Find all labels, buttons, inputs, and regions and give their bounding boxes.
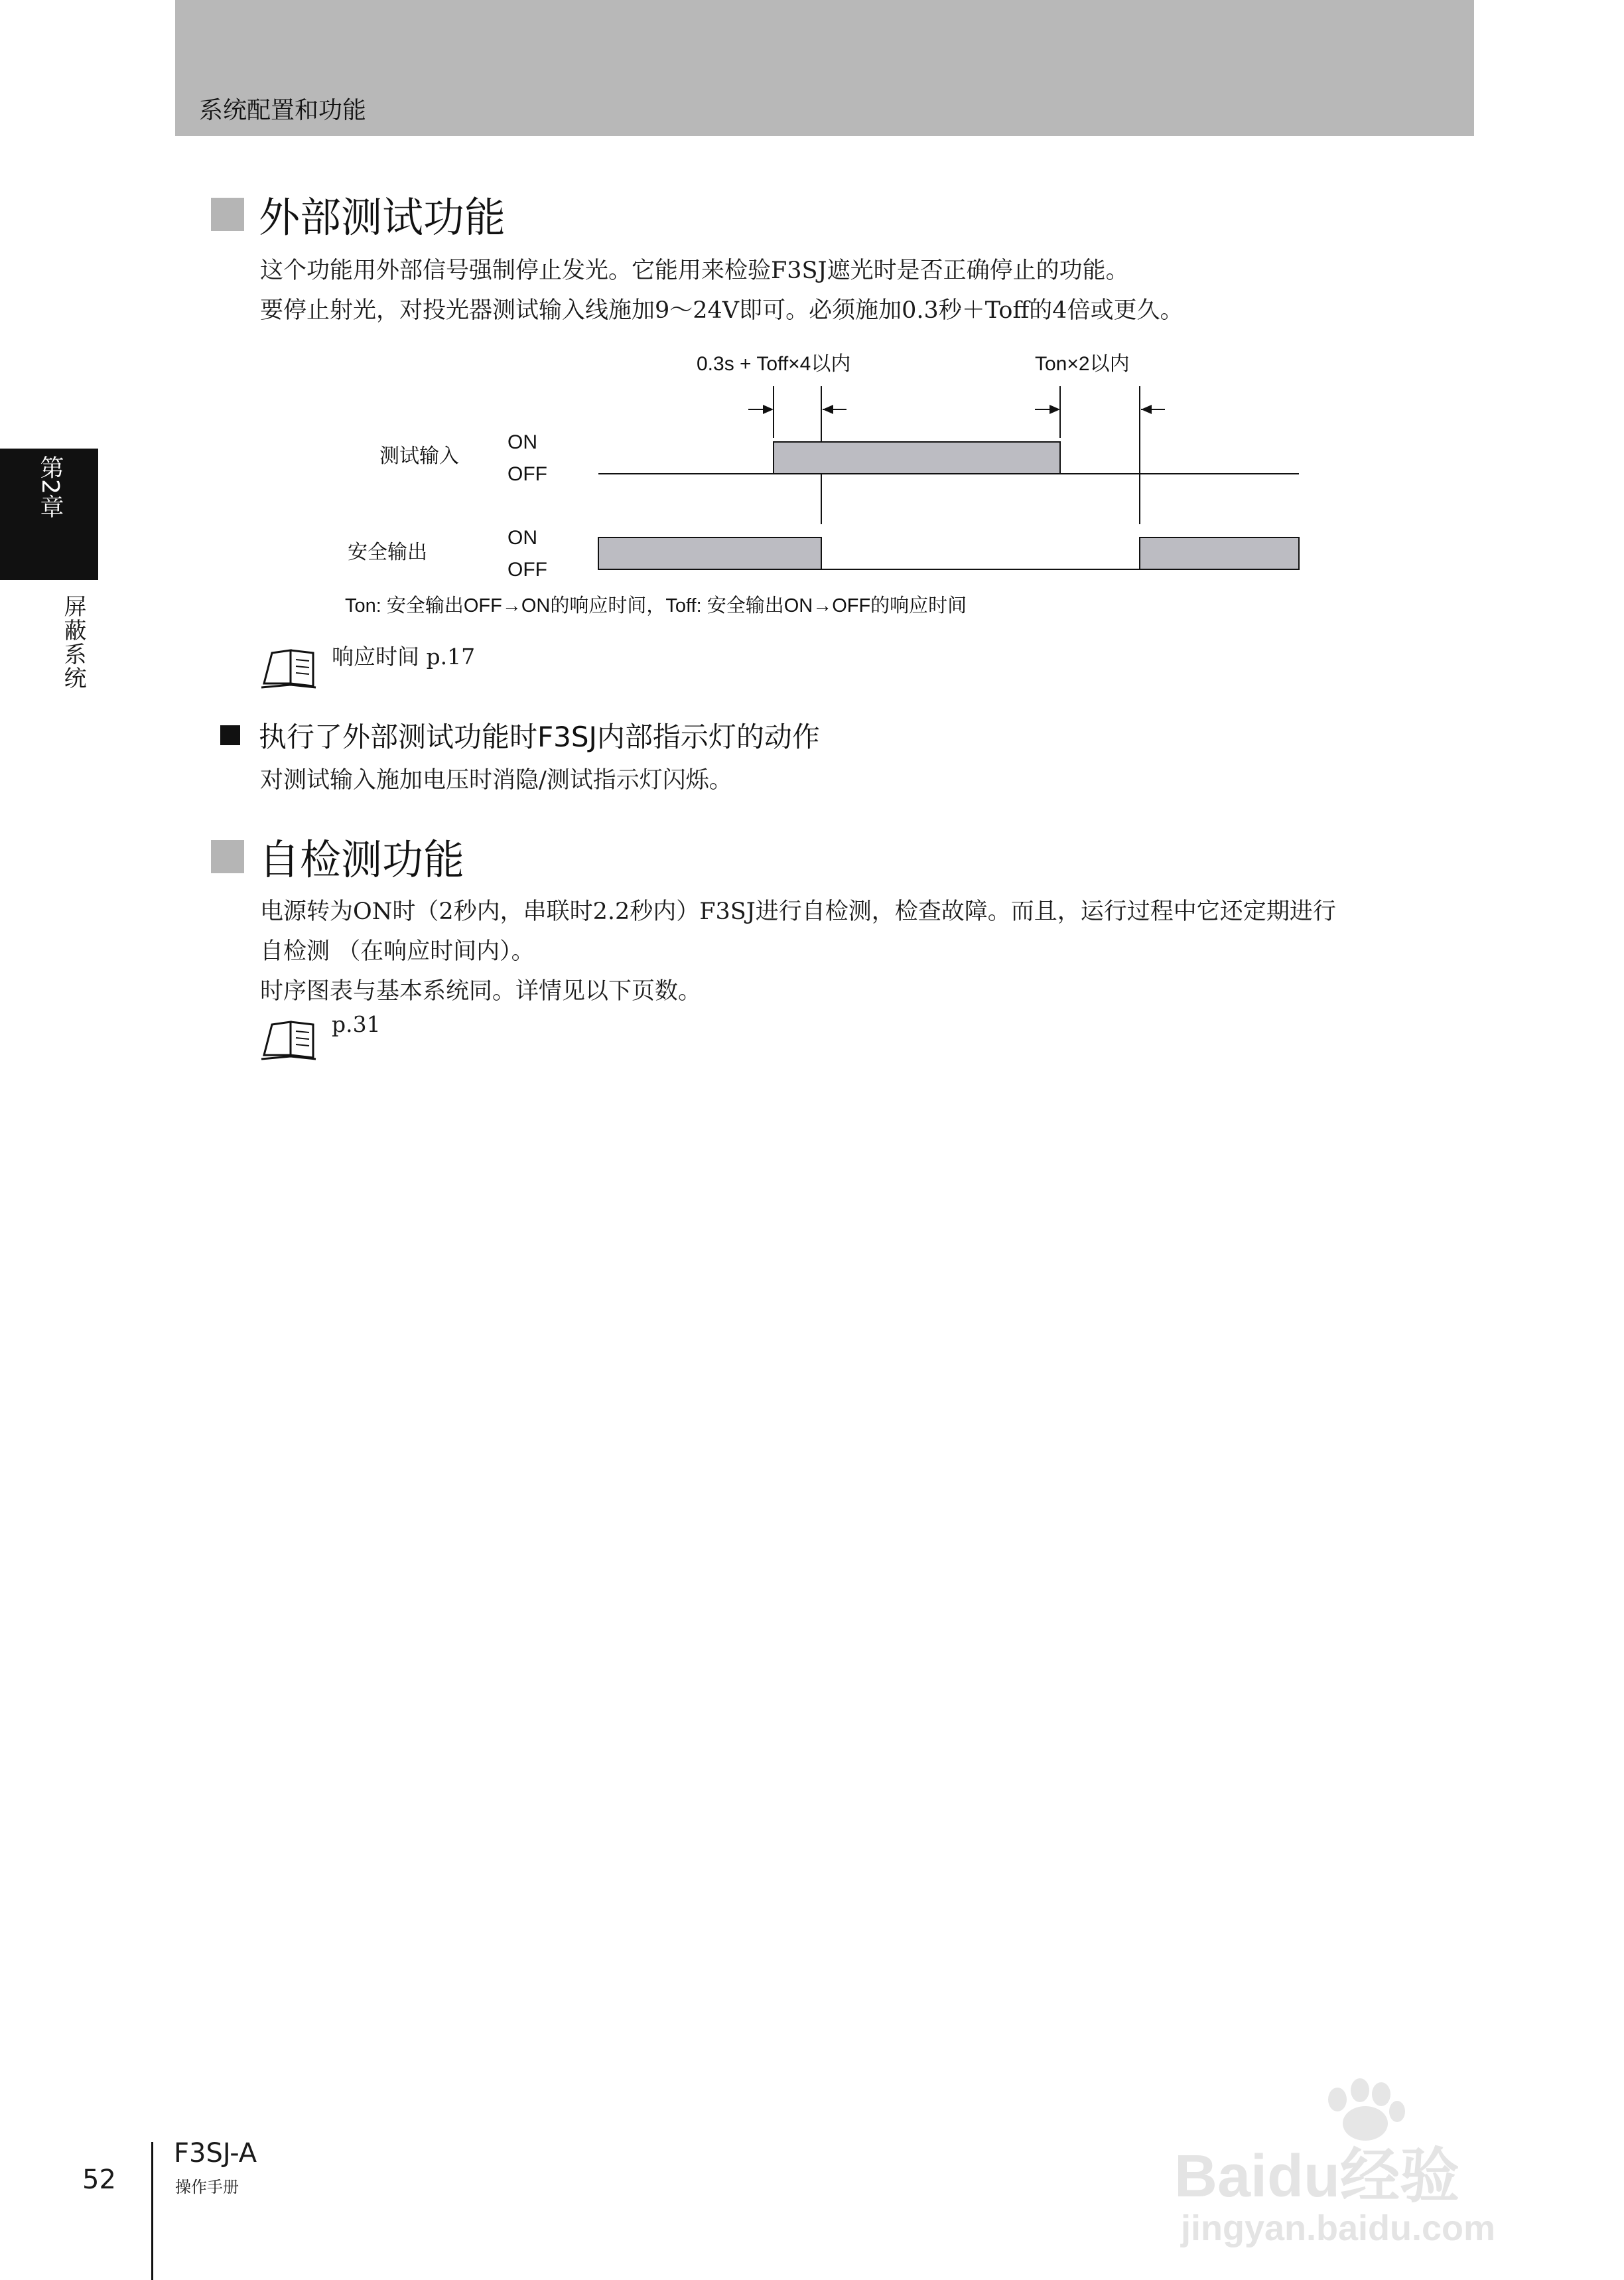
safety-output-label: 安全输出	[348, 541, 427, 563]
footer-product: F3SJ-A	[174, 2138, 257, 2169]
section1-paragraph-1: 这个功能用外部信号强制停止发光。它能用来检验F3SJ遮光时是否正确停止的功能。	[260, 257, 1129, 284]
safety-output-off-label: OFF	[508, 559, 547, 581]
chapter-name: 屏蔽系统	[60, 595, 86, 690]
section1-paragraph-2: 要停止射光，对投光器测试输入线施加9～24V即可。必须施加0.3秒＋Toff的4倍或更久。	[260, 297, 1184, 324]
footer-manual: 操作手册	[175, 2178, 239, 2196]
section2-line-1: 电源转为ON时（2秒内，串联时2.2秒内）F3SJ进行自检测，检查故障。而且，运行过程中它还定期进行	[260, 898, 1336, 925]
section2-line-3: 时序图表与基本系统同。详情见以下页数。	[260, 978, 702, 1005]
baidu-watermark	[1168, 2064, 1566, 2263]
subsection-title-text: 执行了外部测试功能时F3SJ内部指示灯的动作	[259, 721, 820, 753]
reference-page-31[interactable]	[260, 1011, 381, 1062]
section2-line-2: 自检测 （在响应时间内）。	[260, 938, 535, 965]
subsection-title	[220, 715, 820, 755]
safety-output-pulse-2	[1140, 537, 1299, 569]
reference-text: 响应时间 p.17	[332, 644, 476, 670]
section-title-text: 自检测功能	[259, 835, 465, 884]
label-top-left: 0.3s + Toff×4以内	[697, 353, 851, 375]
safety-output-pulse-1	[598, 537, 821, 569]
label-top-right: Ton×2以内	[1035, 353, 1130, 375]
section-title-text: 外部测试功能	[259, 193, 506, 242]
diagram-caption: Ton: 安全输出OFF→ON的响应时间，Toff: 安全输出ON→OFF的响应时间	[345, 595, 967, 616]
test-input-on-label: ON	[508, 431, 537, 453]
page-number: 52	[82, 2165, 116, 2195]
timing-diagram	[0, 0, 1624, 637]
manual-book-icon	[260, 1015, 317, 1062]
chapter-number: 第2章	[36, 455, 64, 518]
safety-output-on-label: ON	[508, 527, 537, 549]
manual-book-icon	[260, 644, 317, 690]
header-title: 系统配置和功能	[199, 97, 367, 124]
test-input-label: 测试输入	[379, 445, 459, 467]
test-input-pulse	[774, 442, 1060, 474]
watermark-brand: Baidu经验	[1174, 2143, 1460, 2210]
subsection-marker	[220, 725, 240, 745]
reference-text: p.31	[332, 1011, 381, 1037]
subsection-text: 对测试输入施加电压时消隐/测试指示灯闪烁。	[260, 767, 732, 794]
watermark-url: jingyan.baidu.com	[1181, 2208, 1496, 2248]
section-marker	[211, 840, 244, 873]
reference-response-time[interactable]	[260, 644, 475, 690]
test-input-off-label: OFF	[508, 463, 547, 485]
paw-logo	[1328, 2078, 1405, 2141]
footer-divider	[151, 2142, 153, 2280]
section-title-self-test	[211, 827, 464, 886]
